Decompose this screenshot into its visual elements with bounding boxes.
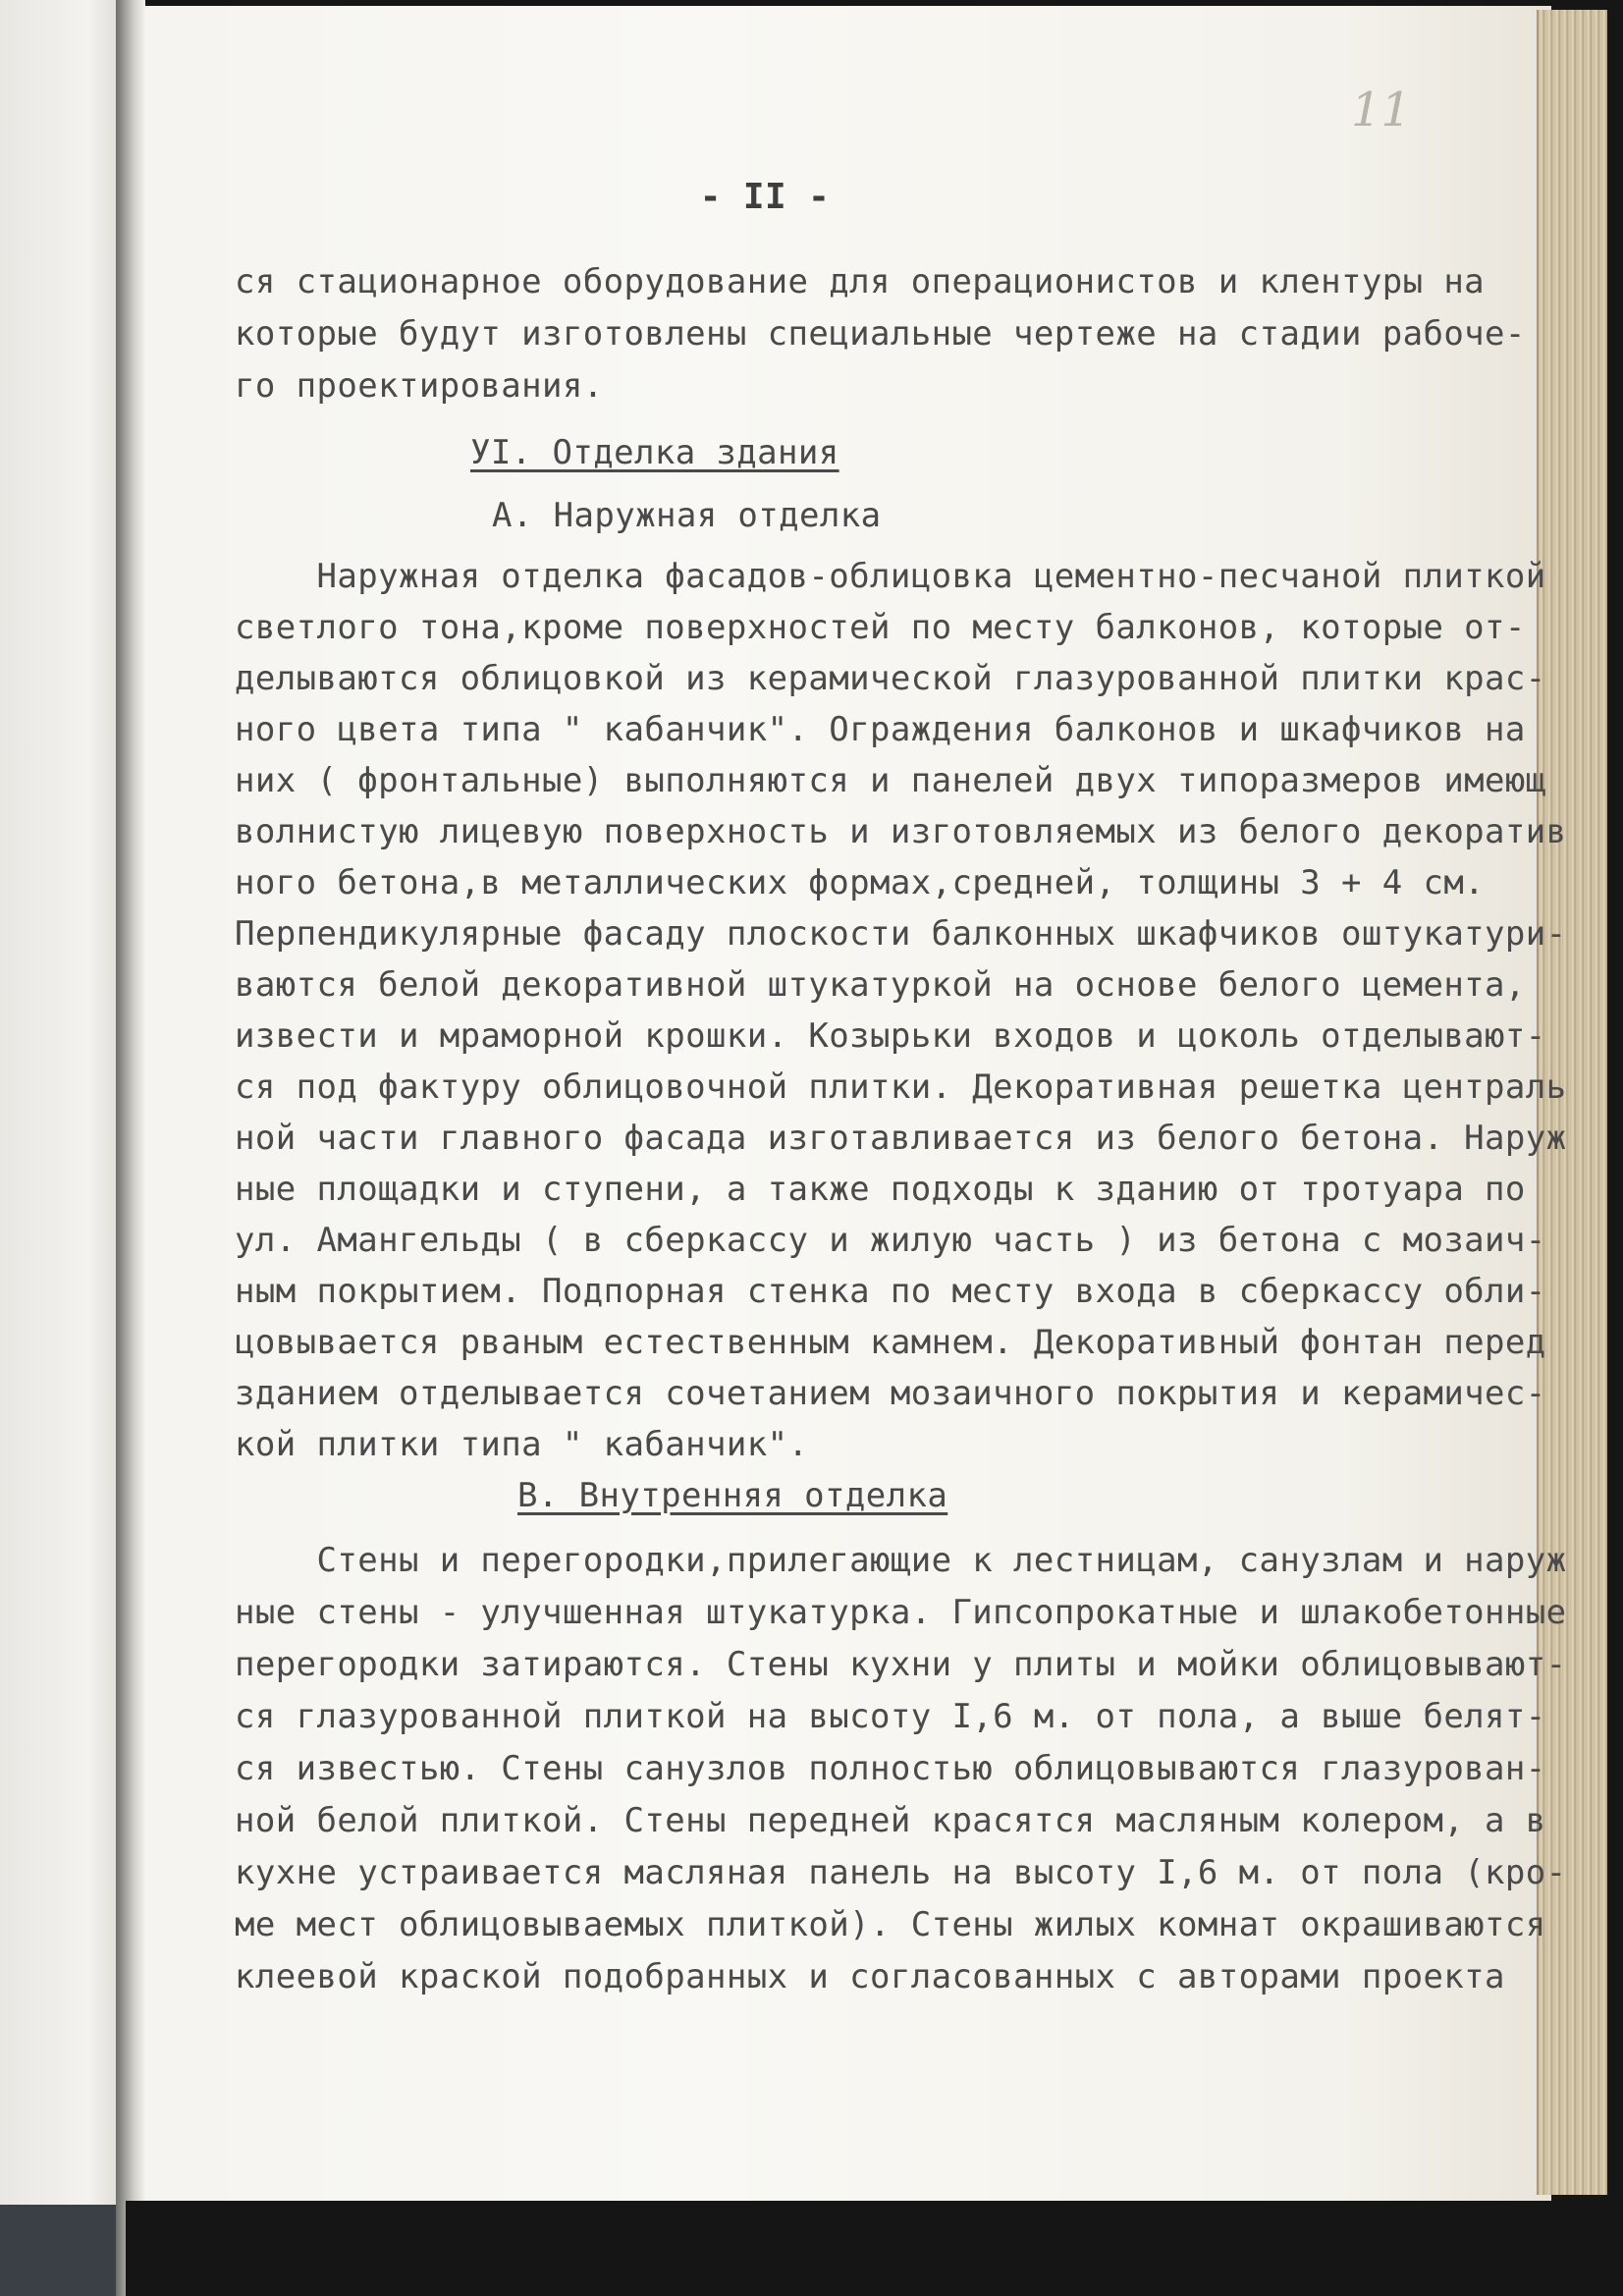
subsection-b-title: В. Внутренняя отделка (517, 1476, 948, 1515)
text-line: ся стационарное оборудование для операционистов и клентуры на (235, 262, 1486, 301)
binding-gutter (116, 0, 145, 2296)
text-line: которые будут изготовлены специальные чертеже на стадии рабоче- (235, 314, 1526, 354)
page-number: - II - (699, 177, 831, 217)
book-cover-corner (0, 2205, 126, 2296)
text-line: кухне устраивается масляная панель на высоту I,6 м. от пола (кро- (235, 1853, 1567, 1892)
scan-background (126, 2201, 1623, 2296)
text-line: них ( фронтальные) выполняются и панелей двух типоразмеров имеющ (235, 761, 1546, 800)
text-line: ся известью. Стены санузлов полностью облицовываются глазурован- (235, 1749, 1546, 1788)
text-line: ной белой плиткой. Стены передней красятся масляным колером, а в (235, 1801, 1546, 1840)
text-line: извести и мраморной крошки. Козырьки входов и цоколь отделывают- (235, 1016, 1546, 1056)
text-line: зданием отделывается сочетанием мозаичного покрытия и керамичес- (235, 1374, 1546, 1413)
text-line: перегородки затираются. Стены кухни у плиты и мойки облицовывают- (235, 1645, 1567, 1684)
text-line: клеевой краской подобранных и согласованных с авторами проекта (235, 1957, 1505, 1996)
text-line: ул. Амангельды ( в сберкассу и жилую часть ) из бетона с мозаич- (235, 1221, 1546, 1260)
text-line: кой плитки типа " кабанчик". (235, 1425, 809, 1464)
text-line: цовывается рваным естественным камнем. Декоративный фонтан перед (235, 1323, 1546, 1362)
text-line: Перпендикулярные фасаду плоскости балконных шкафчиков оштукатури- (235, 914, 1567, 954)
text-line: ного бетона,в металлических формах,средней, толщины 3 + 4 см. (235, 863, 1486, 902)
text-line: ные площадки и ступени, а также подходы к зданию от тротуара по (235, 1170, 1526, 1209)
section-title: УI. Отделка здания (470, 433, 839, 472)
subsection-a-title: А. Наружная отделка (492, 496, 882, 535)
text-line: го проектирования. (235, 366, 604, 406)
text-line: делываются облицовкой из керамической глазурованной плитки крас- (235, 659, 1546, 698)
text-line: Наружная отделка фасадов-облицовка цементно-песчаной плиткой (235, 557, 1546, 596)
text-line: ме мест облицовываемых плиткой). Стены жилых комнат окрашиваются (235, 1905, 1546, 1944)
text-line: Стены и перегородки,прилегающие к лестницам, санузлам и наруж (235, 1541, 1567, 1580)
text-line: ного цвета типа " кабанчик". Ограждения балконов и шкафчиков на (235, 710, 1526, 749)
text-line: ные стены - улучшенная штукатурка. Гипсопрокатные и шлакобетонные (235, 1593, 1567, 1632)
text-line: волнистую лицевую поверхность и изготовляемых из белого декоратив (235, 812, 1567, 851)
folio-number: 11 (1351, 82, 1412, 137)
text-line: ным покрытием. Подпорная стенка по месту входа в сберкассу обли- (235, 1272, 1546, 1311)
text-line: светлого тона,кроме поверхностей по месту балконов, которые от- (235, 608, 1526, 647)
text-line: ся под фактуру облицовочной плитки. Декоративная решетка централь (235, 1067, 1567, 1107)
text-line: ной части главного фасада изготавливается из белого бетона. Наруж (235, 1119, 1567, 1158)
text-line: ся глазурованной плиткой на высоту I,6 м. от пола, а выше белят- (235, 1697, 1546, 1736)
left-page-edge (0, 0, 126, 2296)
text-line: ваются белой декоративной штукатуркой на основе белого цемента, (235, 965, 1526, 1005)
